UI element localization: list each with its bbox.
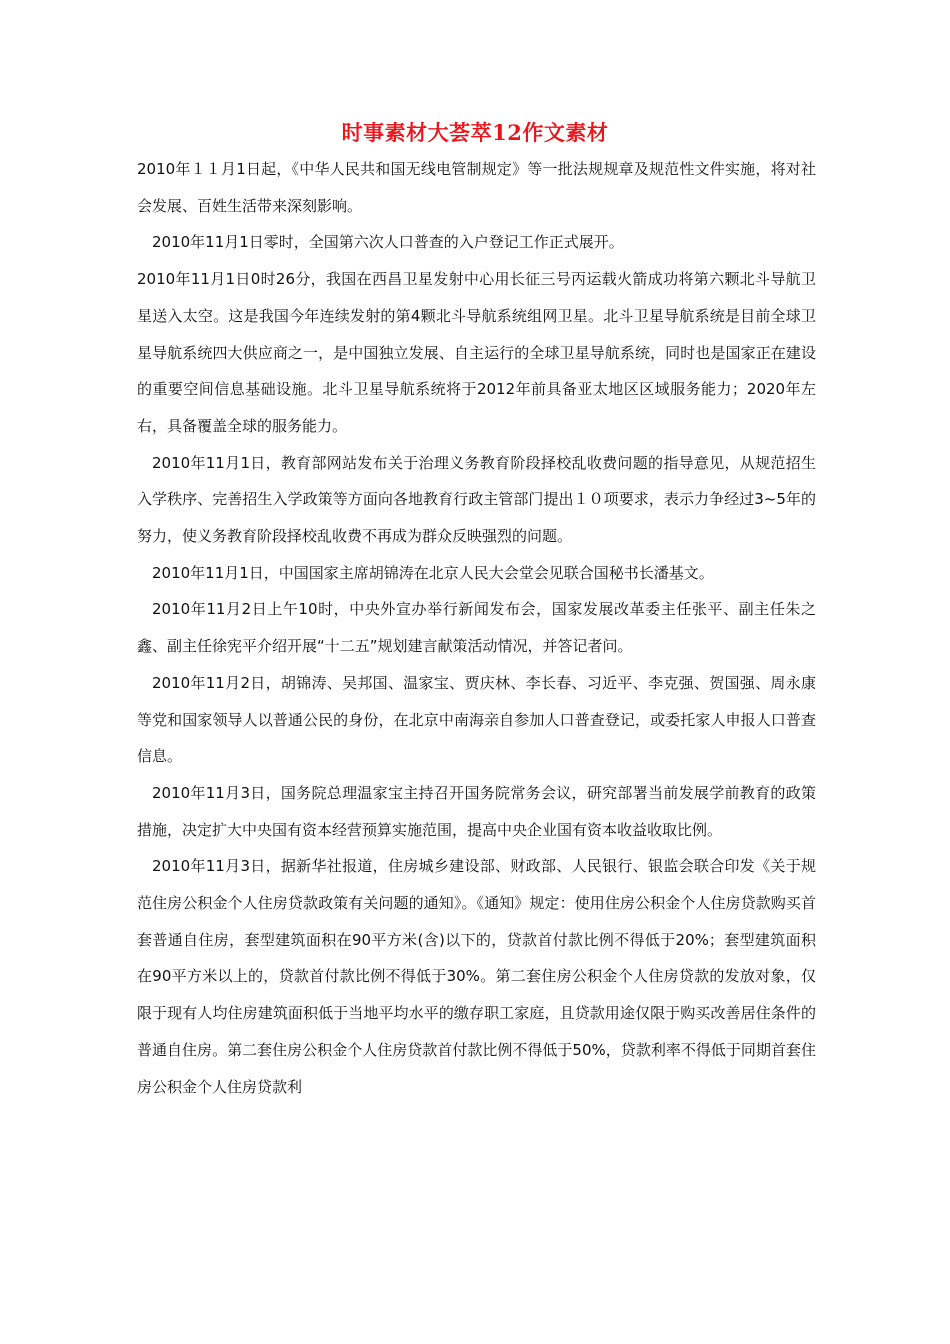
paragraph-1: 2010年１１月1日起，《中华人民共和国无线电管制规定》等一批法规规章及规范性文件实施，将对社会发展、百姓生活带来深刻影响。 bbox=[137, 160, 816, 215]
paragraph-6: 2010年11月2日上午10时，中央外宣办举行新闻发布会，国家发展改革委主任张平、副主任朱之鑫、副主任徐宪平介绍开展“十二五”规划建言献策活动情况，并答记者问。 bbox=[137, 600, 816, 656]
paragraph-5: 2010年11月1日，中国国家主席胡锦涛在北京人民大会堂会见联合国秘书长潘基文。 bbox=[152, 563, 714, 582]
paragraph-8: 2010年11月3日，国务院总理温家宝主持召开国务院常务会议，研究部署当前发展学前教育的政策措施，决定扩大中央国有资本经营预算实施范围，提高中央企业国有资本收益收取比例。 bbox=[137, 783, 816, 839]
document-body bbox=[137, 151, 816, 1105]
document-title: 时事素材大荟萃12作文素材 bbox=[341, 120, 609, 145]
paragraph-9: 2010年11月3日，据新华社报道，住房城乡建设部、财政部、人民银行、银监会联合印发《关于规范住房公积金个人住房贷款政策有关问题的通知》。《通知》规定：使用住房公积金个人住房贷款购买首套普通自住房，套型建筑面积在90平方米(含)以下的，贷款首付款比例不得低于20%；套型建筑面积在90平方米以上的，贷款首付款比例不得低于30%。第二套住房公积金个人住房贷款的发放对象，仅限于现有人均住房建筑面积低于当地平均水平的缴存职工家庭，且贷款用途仅限于购买改善居住条件的普通自住房。第二套住房公积金个人住房贷款首付款比例不得低于50%，贷款利率不得低于同期首套住房公积金个人住房贷款利 bbox=[137, 857, 816, 1096]
paragraph-2: 2010年11月1日零时，全国第六次人口普查的入户登记工作正式展开。 bbox=[152, 233, 624, 252]
paragraph-4: 2010年11月1日，教育部网站发布关于治理义务教育阶段择校乱收费问题的指导意见，从规范招生入学秩序、完善招生入学政策等方面向各地教育行政主管部门提出１０项要求，表示力争经过3~5年的努力，使义务教育阶段择校乱收费不再成为群众反映强烈的问题。 bbox=[137, 453, 816, 546]
paragraph-7: 2010年11月2日，胡锦涛、吴邦国、温家宝、贾庆林、李长春、习近平、李克强、贺国强、周永康等党和国家领导人以普通公民的身份，在北京中南海亲自参加人口普查登记，或委托家人申报人口普查信息。 bbox=[137, 673, 816, 766]
paragraph-3: 2010年11月1日0时26分，我国在西昌卫星发射中心用长征三号丙运载火箭成功将第六颗北斗导航卫星送入太空。这是我国今年连续发射的第4颗北斗导航系统组网卫星。北斗卫星导航系统是目前全球卫星导航系统四大供应商之一，是中国独立发展、自主运行的全球卫星导航系统，同时也是国家正在建设的重要空间信息基础设施。北斗卫星导航系统将于2012年前具备亚太地区区域服务能力；2020年左右，具备覆盖全球的服务能力。 bbox=[137, 270, 816, 435]
